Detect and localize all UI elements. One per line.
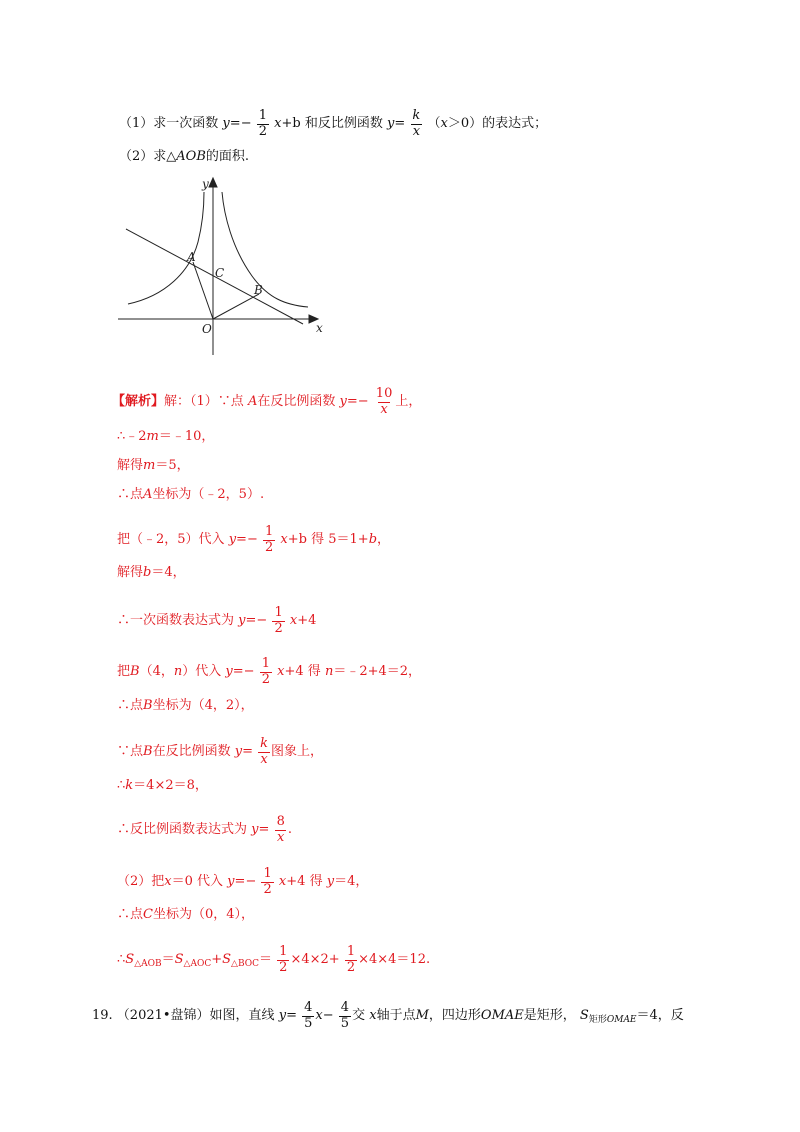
solution-line-6: 解得b＝4， [117, 565, 186, 580]
point-a-label: A [187, 250, 196, 264]
solution-line-9: ∴点B坐标为（4，2）， [117, 698, 254, 713]
hyperbola-left [128, 192, 204, 304]
fraction-4-5: $\frac{4}{5}$ [304, 1000, 313, 1031]
fraction-half: $\frac{1}{2}$ [258, 108, 268, 139]
solution-line-3: 解得m＝5， [117, 458, 190, 473]
solution-line-14: ∴点C坐标为（0，4）， [117, 907, 255, 922]
hyperbola-right [222, 192, 308, 307]
fraction-8-over-x: $\frac{8}{x}$ [276, 814, 285, 845]
solution-line-2: ∴﹣2m＝﹣10， [117, 429, 215, 444]
function-graph [110, 170, 340, 360]
solution-line-13: （2）把x＝0 代入 y=− $\frac{1}{2}$ x+4 得 y＝4， [117, 866, 369, 897]
fraction-10-over-x: $\frac{10}{x}$ [375, 386, 393, 417]
solution-line-15: $\therefore S_{\triangle AOB}=S_{\triangle AOC}+S_{\triangle BOC}=$ $\frac{1}{2}$ ×4×2+ $\frac{1}{2}$ ×4×4＝12. [117, 944, 431, 975]
solution-line-7: ∴一次函数表达式为 y=− $\frac{1}{2}$ x+4 [117, 605, 317, 636]
y-axis-arrow [209, 178, 217, 187]
fraction-k-over-x: $\frac{k}{x}$ [260, 736, 269, 767]
question-2: （2）求△AOB的面积. [119, 149, 250, 164]
solution-line-11: ∴k＝4×2＝8， [117, 778, 208, 793]
fraction-half: $\frac{1}{2}$ [263, 866, 272, 897]
fraction-half: $\frac{1}{2}$ [279, 944, 288, 975]
fraction-half: $\frac{1}{2}$ [274, 605, 283, 636]
point-c-label: C [215, 266, 225, 280]
fraction-half: $\frac{1}{2}$ [346, 944, 356, 975]
fraction-k-over-x: $\frac{k}{x}$ [412, 108, 421, 139]
x-axis-label: x [316, 321, 323, 335]
solution-line-8: 把B（4，n）代入 y=− $\frac{1}{2}$ x+4 得 n＝﹣2+4＝2， [117, 656, 422, 687]
question-1: （1）求一次函数 y=− $\frac{1}{2}$ x+b 和反比例函数 y= $\frac{k}{x}$ （x＞0）的表达式； [119, 108, 548, 139]
question-19: 19. （2021•盘锦）如图，直线 y= $\frac{4}{5}$ x− $\frac{4}{5}$ 交 x轴于点M，四边形OMAE是矩形， $S_{矩形OMAE}=4$，反 [92, 1000, 684, 1031]
solution-line-12: ∴反比例函数表达式为 y= $\frac{8}{x}$ . [117, 814, 292, 845]
solution-tag: 【解析】 [112, 393, 165, 409]
point-b-label: B [254, 283, 263, 297]
y-axis-label: y [202, 177, 209, 191]
solution-line-5: 把（﹣2，5）代入 y=− $\frac{1}{2}$ x+b 得 5＝1+b， [117, 524, 391, 555]
solution-line-1: 【解析】解：（1）∵点 A在反比例函数 y=− $\frac{10}{x}$ 上， [112, 386, 422, 417]
fraction-half: $\frac{1}{2}$ [265, 524, 274, 555]
solution-line-10: ∵点B在反比例函数 y= $\frac{k}{x}$ 图象上， [117, 736, 324, 767]
fraction-half: $\frac{1}{2}$ [261, 656, 270, 687]
fraction-4-5: $\frac{4}{5}$ [340, 1000, 350, 1031]
segment-ob [213, 294, 259, 319]
solution-line-4: ∴点A坐标为（﹣2，5）. [117, 487, 265, 502]
origin-label: O [202, 322, 212, 336]
